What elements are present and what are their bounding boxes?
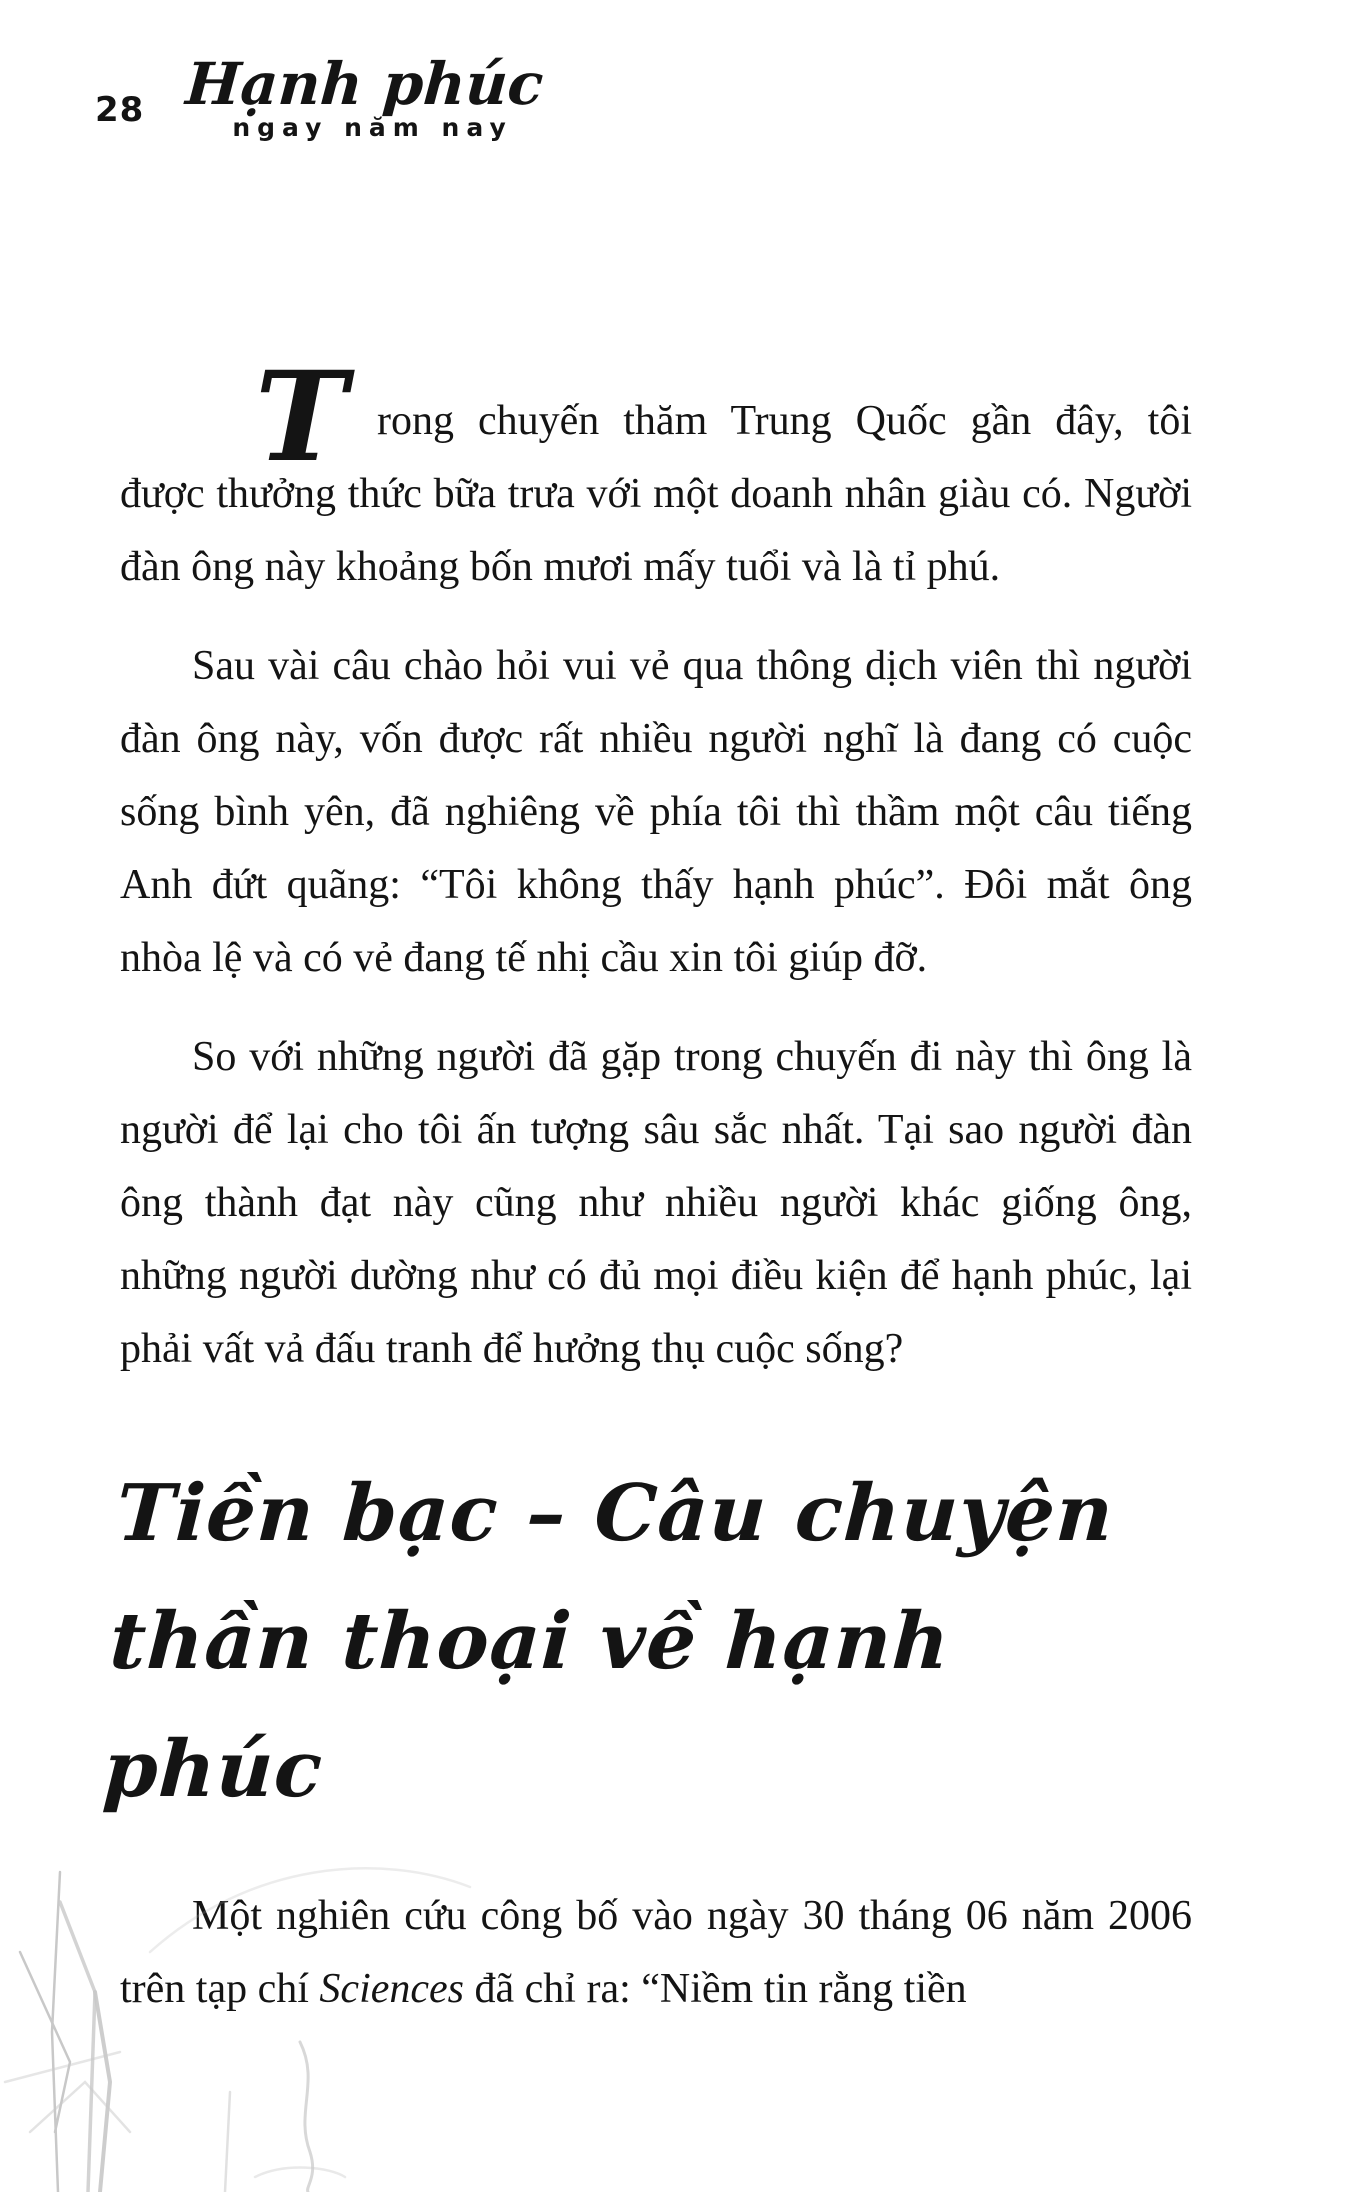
text-column [100, 345, 1192, 2052]
paragraph-1-text: rong chuyến thăm Trung Quốc gần đây, tôi được thưởng thức bữa trưa với một doanh nhân giàu có. Người đàn ông này khoảng bốn mươi mấy tuổi và là tỉ phú. [120, 398, 1192, 590]
section-heading: Tiền bạc – Câu chuyện thần thoại về hạnh phúc [100, 1468, 1117, 1815]
paragraph-3: So với những người đã gặp trong chuyến đi này thì ông là người để lại cho tôi ấn tượng sâu sắc nhất. Tại sao người đàn ông thành đạt này cũng như nhiều người khác giống ông, những người dường như có đủ mọi điều kiện để hạnh phúc, lại phải vất vả đấu tranh để hưởng thụ cuộc sống? [120, 1034, 1192, 1372]
paragraph-4-text-before: Một nghiên cứu công bố vào ngày 30 tháng 06 năm 2006 trên tạp chí [120, 1893, 1192, 2012]
book-logo-title: Hạnh phúc [183, 50, 546, 118]
page-number: 28 [95, 90, 145, 130]
book-logo-subtitle: ngay năm nay [232, 113, 513, 142]
drop-cap: T [255, 345, 348, 490]
paragraph-2: Sau vài câu chào hỏi vui vẻ qua thông dịch viên thì người đàn ông này, vốn được rất nhiều người nghĩ là đang có cuộc sống bình yên, đã nghiêng về phía tôi thì thầm một câu tiếng Anh đứt quãng: “Tôi không thấy hạnh phúc”. Đôi mắt ông nhòa lệ và có vẻ đang tế nhị cầu xin tôi giúp đỡ. [120, 643, 1192, 981]
paragraph-4-text-after: đã chỉ ra: “Niềm tin rằng tiền [464, 1966, 967, 2012]
page-header [95, 50, 546, 142]
paragraph-1 [120, 345, 1192, 604]
paragraph-4 [120, 1880, 1192, 2026]
journal-name: Sciences [319, 1966, 465, 2012]
book-logo [183, 50, 546, 142]
